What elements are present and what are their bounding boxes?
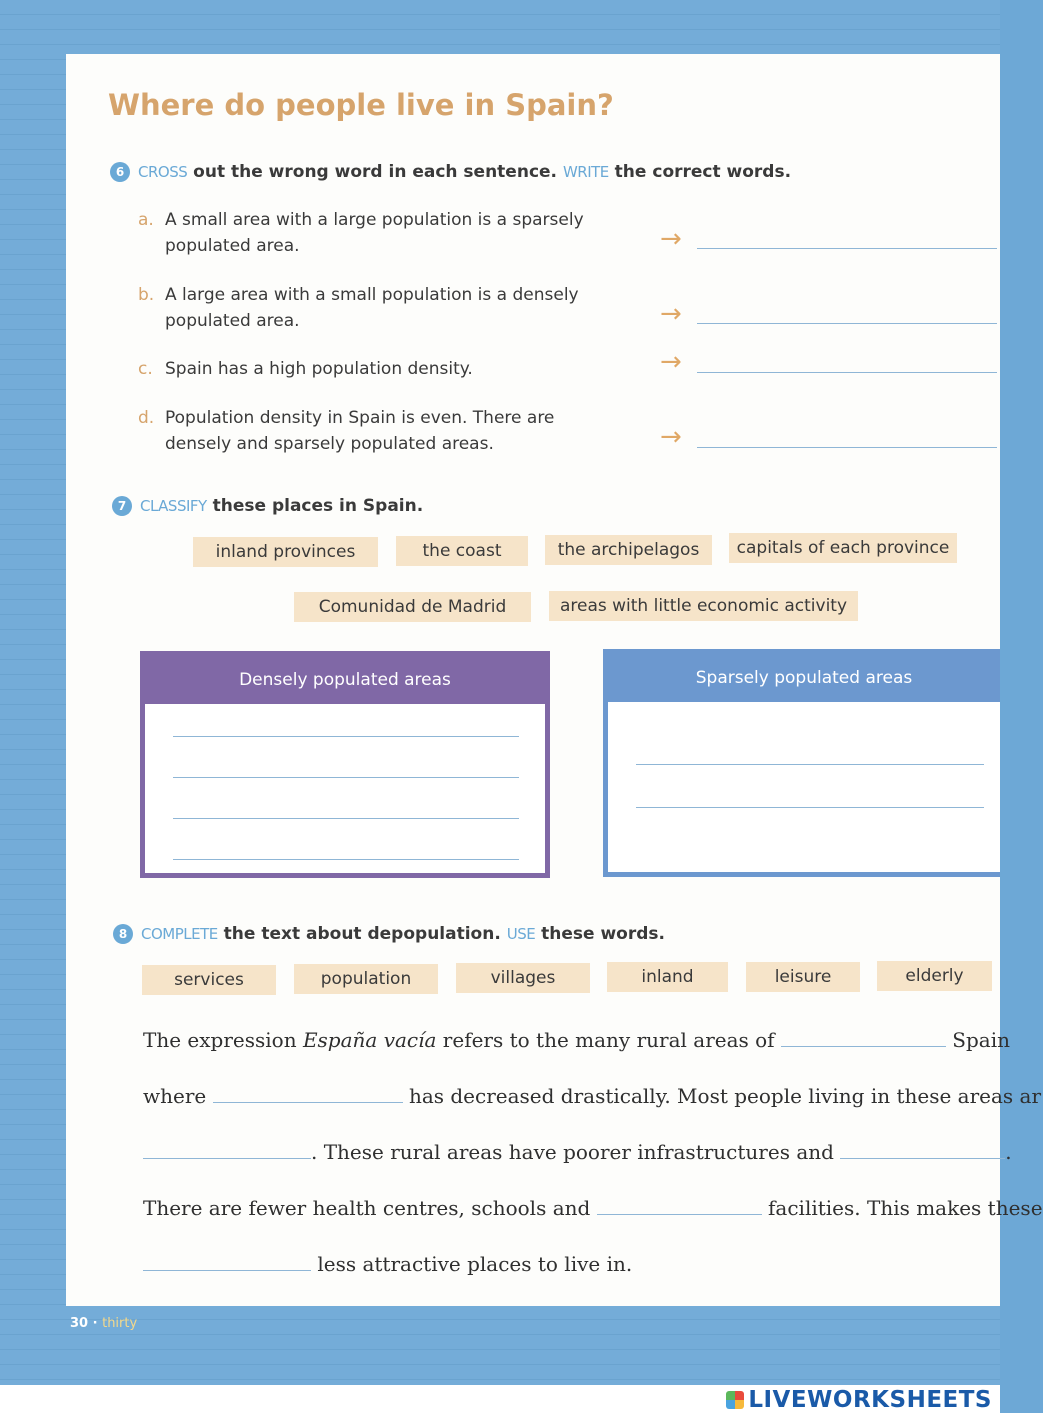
dense-answer-line[interactable] bbox=[173, 818, 519, 819]
answer-field-a[interactable] bbox=[697, 248, 997, 249]
word-tag[interactable]: capitals of each province bbox=[729, 533, 957, 563]
exercise-8-number: 8 bbox=[113, 924, 133, 944]
word-tag[interactable]: Comunidad de Madrid bbox=[294, 592, 531, 622]
word-tag[interactable]: areas with little economic activity bbox=[549, 591, 858, 621]
exercise-7-number: 7 bbox=[112, 496, 132, 516]
exercise-7-instruction: 7 CLASSIFY these places in Spain. bbox=[112, 496, 423, 516]
exercise-8-instruction: 8 COMPLETE the text about depopulation. USE these words. bbox=[113, 924, 665, 944]
sentence-a: a. A small area with a large population is a sparsely populated area. bbox=[138, 210, 584, 256]
answer-field-d[interactable] bbox=[697, 447, 997, 448]
sparse-areas-box bbox=[603, 649, 1000, 877]
word-tag[interactable]: villages bbox=[456, 963, 590, 993]
arrow-icon: → bbox=[660, 347, 682, 377]
dense-box-header: Densely populated areas bbox=[145, 656, 545, 704]
exercise-6-instruction: 6 CROSS out the wrong word in each sentence. WRITE the correct words. bbox=[110, 162, 791, 182]
word-tag[interactable]: inland bbox=[607, 962, 728, 992]
word-tag[interactable]: the coast bbox=[396, 536, 528, 566]
gap-3[interactable] bbox=[143, 1140, 311, 1159]
sparse-answer-line[interactable] bbox=[636, 807, 984, 808]
page-number: 30 · thirty bbox=[70, 1316, 138, 1331]
sentence-d: d. Population density in Spain is even. There are densely and sparsely populated areas. bbox=[138, 408, 555, 454]
sentence-c: c. Spain has a high population density. bbox=[138, 359, 473, 379]
text-line-2: where has decreased drastically. Most people living in these areas ar bbox=[143, 1084, 1042, 1108]
gap-6[interactable] bbox=[143, 1252, 311, 1271]
dense-answer-line[interactable] bbox=[173, 736, 519, 737]
word-tag[interactable]: the archipelagos bbox=[545, 535, 712, 565]
sparse-box-header: Sparsely populated areas bbox=[608, 654, 1000, 702]
word-tag[interactable]: services bbox=[142, 965, 276, 995]
arrow-icon: → bbox=[660, 422, 682, 452]
brand-logo[interactable]: LIVEWORKSHEETS bbox=[726, 1387, 992, 1413]
brand-logo-icon bbox=[726, 1391, 744, 1409]
sparse-answer-line[interactable] bbox=[636, 764, 984, 765]
dense-areas-box bbox=[140, 651, 550, 878]
gap-1[interactable] bbox=[781, 1028, 946, 1047]
exercise-6-number: 6 bbox=[110, 162, 130, 182]
sentence-b: b. A large area with a small population is a densely populated area. bbox=[138, 285, 579, 331]
text-line-5: less attractive places to live in. bbox=[143, 1252, 632, 1276]
answer-field-c[interactable] bbox=[697, 372, 997, 373]
brand-bar bbox=[0, 1385, 1000, 1413]
answer-field-b[interactable] bbox=[697, 323, 997, 324]
gap-2[interactable] bbox=[213, 1084, 403, 1103]
word-tag[interactable]: leisure bbox=[746, 962, 860, 992]
dense-answer-line[interactable] bbox=[173, 859, 519, 860]
arrow-icon: → bbox=[660, 299, 682, 329]
text-line-1: The expression España vacía refers to the many rural areas of Spain bbox=[143, 1028, 1010, 1052]
gap-4[interactable] bbox=[840, 1140, 1005, 1159]
dense-answer-line[interactable] bbox=[173, 777, 519, 778]
word-tag[interactable]: elderly bbox=[877, 961, 992, 991]
page-title: Where do people live in Spain? bbox=[108, 88, 614, 122]
arrow-icon: → bbox=[660, 224, 682, 254]
text-line-4: There are fewer health centres, schools and facilities. This makes these bbox=[143, 1196, 1043, 1220]
gap-5[interactable] bbox=[597, 1196, 762, 1215]
text-line-3: . These rural areas have poorer infrastructures and . bbox=[143, 1140, 1012, 1164]
word-tag[interactable]: population bbox=[294, 964, 438, 994]
word-tag[interactable]: inland provinces bbox=[193, 537, 378, 567]
